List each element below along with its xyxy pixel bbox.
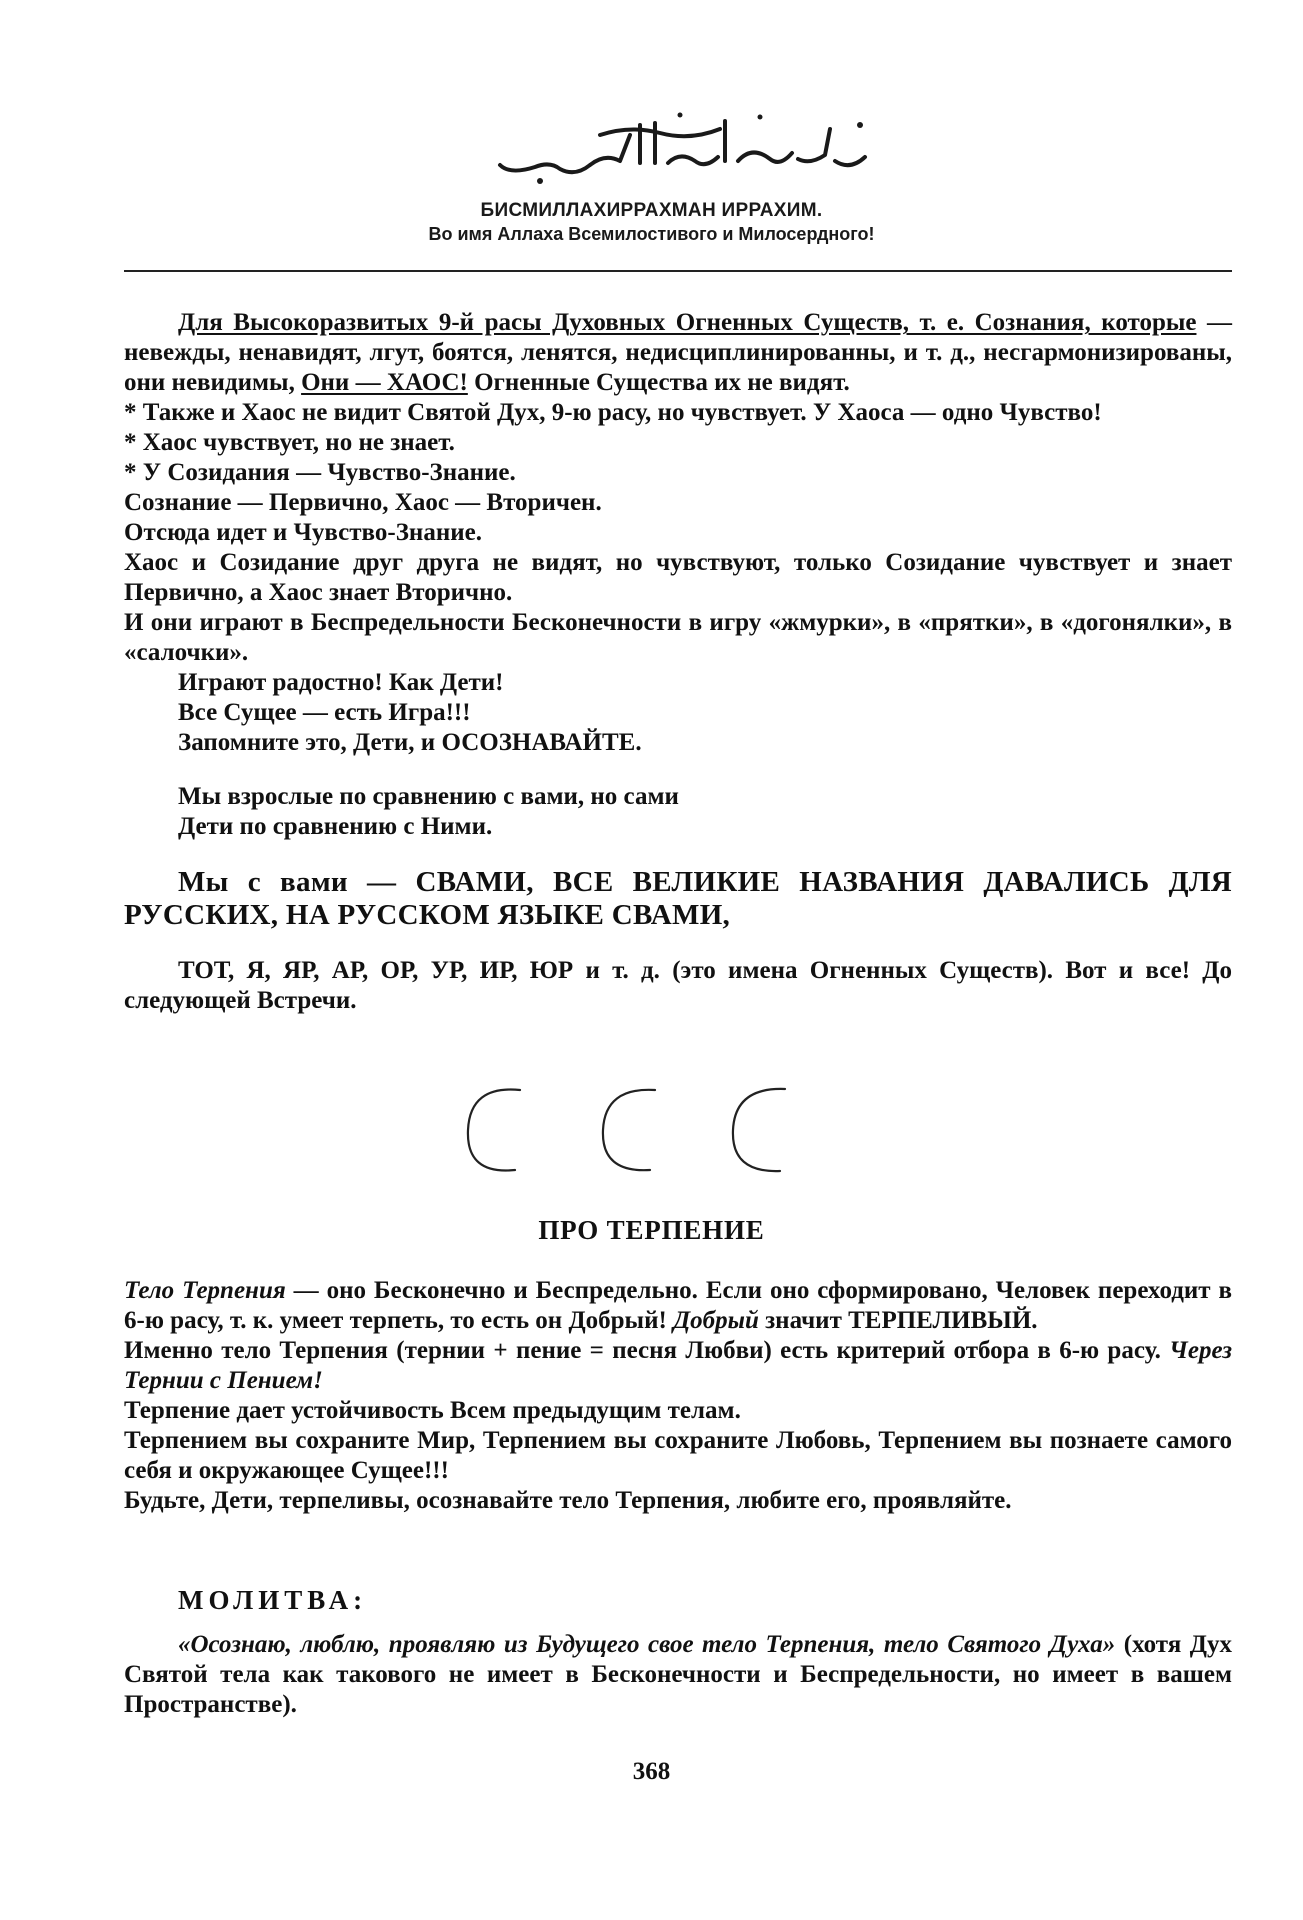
line-2: * Также и Хаос не видит Святой Дух, 9-ю расу, но чувствует. У Хаоса — одно Чувство! xyxy=(124,399,1102,426)
line-14 xyxy=(124,866,1232,932)
message-block xyxy=(124,308,1232,1016)
prayer-title: МОЛИТВА: xyxy=(178,1585,368,1615)
patience-paragraph-2 xyxy=(124,1336,1232,1396)
paragraph-text: Огненные Существа их не видят. xyxy=(467,369,850,396)
paragraph-text: — невежды, ненавидят, лгут, боятся, ленятся, недисциплинированны, и т. д., несгармонизированы, они невидимы, xyxy=(124,309,1233,396)
patience-block xyxy=(124,1276,1232,1516)
line-8: И они играют в Беспредельности Бесконечности в игру «жмурки», в «прятки», в «догонялки», в «салочки». xyxy=(124,609,1232,666)
paragraph-text: (хотя Дух Святой тела как такового не имеет в Бесконечности и Беспредельности, но имеет в вашем Пространстве). xyxy=(124,1631,1232,1718)
patience-paragraph-3: Терпение дает устойчивость Всем предыдущим телам. xyxy=(124,1397,741,1424)
underlined-chaos: Они — ХАОС! xyxy=(301,369,468,396)
handwritten-c-icon xyxy=(468,1090,520,1171)
paragraph-text: Именно тело Терпения (тернии + пение = песня Любви) есть критерий отбора в 6-ю расу. xyxy=(124,1337,1170,1364)
line-12: Мы взрослые по сравнению с вами, но сами xyxy=(178,783,679,810)
paragraph-text: — оно Бесконечно и Беспредельно. Если оно сформировано, Человек переходит в 6-ю расу, т. к. умеет терпеть, то есть он Добрый! xyxy=(124,1277,1233,1334)
paragraph-1 xyxy=(124,308,1232,398)
line-5: Сознание — Первично, Хаос — Вторичен. xyxy=(124,489,602,516)
line-4: * У Созидания — Чувство-Знание. xyxy=(124,459,516,486)
line-15 xyxy=(124,956,1232,1016)
handwritten-c-icon xyxy=(733,1089,785,1171)
patience-paragraph-5: Будьте, Дети, терпеливы, осознавайте тело Терпения, любите его, проявляйте. xyxy=(124,1487,1012,1514)
handwritten-ccc xyxy=(450,1075,850,1185)
line-7: Хаос и Созидание друг друга не видят, но чувствуют, только Созидание чувствует и знает Первично, а Хаос знает Вторично. xyxy=(124,549,1232,606)
line-13: Дети по сравнению с Ними. xyxy=(178,813,493,840)
names-text: ТОТ, Я, ЯР, АР, ОР, УР, ИР, ЮР и т. д. (это имена Огненных Существ). Вот и все! До следующей Встречи. xyxy=(124,957,1232,1014)
underlined-text: Для Высокоразвитых 9-й расы Духовных Огненных Существ, т. е. Сознания, которые xyxy=(178,309,1197,336)
italic-text: Через Тернии с Пением! xyxy=(124,1337,1232,1394)
prayer-block xyxy=(124,1630,1232,1720)
paragraph-text: значит ТЕРПЕЛИВЫЙ. xyxy=(758,1307,1038,1334)
patience-paragraph-4: Терпением вы сохраните Мир, Терпением вы сохраните Любовь, Терпением вы познаете самого себя и окружающее Сущее!!! xyxy=(124,1427,1232,1484)
line-6: Отсюда идет и Чувство-Знание. xyxy=(124,519,482,546)
line-11: Запомните это, Дети, и ОСОЗНАВАЙТЕ. xyxy=(178,729,642,756)
spacer xyxy=(124,758,1232,782)
prayer-paragraph xyxy=(124,1630,1232,1720)
handwritten-c-icon xyxy=(603,1090,655,1170)
line-10: Все Сущее — есть Игра!!! xyxy=(178,699,471,726)
spacer xyxy=(124,842,1232,866)
line-3: * Хаос чувствует, но не знает. xyxy=(124,429,455,456)
italic-text: Добрый xyxy=(673,1307,759,1334)
spacer xyxy=(124,932,1232,956)
bismillah-title: БИСМИЛЛАХИРРАХМАН ИРРАХИМ. xyxy=(480,200,823,221)
caps-text: Мы с вами — СВАМИ, ВСЕ ВЕЛИКИЕ НАЗВАНИЯ ДАВАЛИСЬ ДЛЯ РУССКИХ, НА РУССКОМ ЯЗЫКЕ СВАМИ, xyxy=(124,866,1232,931)
bismillah-subtitle: Во имя Аллаха Всемилостивого и Милосердного! xyxy=(428,224,875,244)
header-divider xyxy=(124,270,1232,272)
italic-text: Тело Терпения xyxy=(124,1277,286,1304)
arabic-calligraphy-image xyxy=(480,95,880,190)
section-title: ПРО ТЕРПЕНИЕ xyxy=(538,1215,765,1245)
page-number: 368 xyxy=(632,1758,671,1785)
arabic-calligraphy-icon xyxy=(480,95,880,190)
line-9: Играют радостно! Как Дети! xyxy=(178,669,504,696)
italic-prayer: «Осознаю, люблю, проявляю из Будущего свое тело Терпения, тело Святого Духа» xyxy=(178,1631,1116,1658)
patience-paragraph-1 xyxy=(124,1276,1232,1336)
